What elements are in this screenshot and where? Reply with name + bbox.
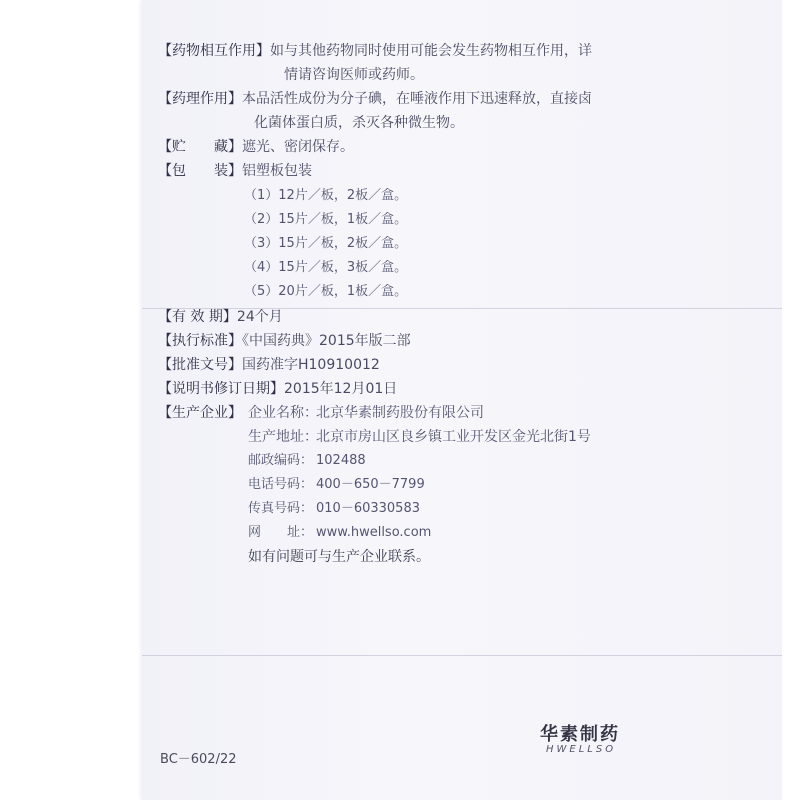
package-label: 【包 装】 <box>158 163 242 179</box>
address-row <box>248 428 591 446</box>
pharmacology-section-cont <box>254 114 464 132</box>
website-row <box>248 524 431 542</box>
package-item: （5）20片／板，1板／盒。 <box>244 284 408 299</box>
contact-note: 如有问题可与生产企业联系。 <box>248 549 430 565</box>
zip-key: 邮政编码： <box>248 453 314 468</box>
website-key: 网 址： <box>248 525 314 540</box>
print-code: BC－602/22 <box>160 752 237 767</box>
revision-value: 2015年12月01日 <box>284 381 398 397</box>
package-item: （3）15片／板，2板／盒。 <box>244 236 408 251</box>
phone-key: 电话号码： <box>248 477 314 492</box>
interaction-section <box>158 42 592 60</box>
validity-label: 【有 效 期】 <box>158 309 237 325</box>
validity-section <box>158 308 283 326</box>
manufacturer-label: 【生产企业】 <box>158 405 242 421</box>
manufacturer-section <box>158 404 242 422</box>
revision-label: 【说明书修订日期】 <box>158 381 284 397</box>
storage-value: 遮光、密闭保存。 <box>242 139 354 155</box>
standard-label: 【执行标准】 <box>158 333 242 349</box>
pharmacology-label: 【药理作用】 <box>158 91 242 107</box>
interaction-section-cont <box>284 66 424 84</box>
company-name-row <box>248 404 484 422</box>
storage-section <box>158 138 354 156</box>
package-item: （4）15片／板，3板／盒。 <box>244 260 408 275</box>
fax-value: 010－60330583 <box>316 501 420 516</box>
company-name-key: 企业名称： <box>248 405 318 421</box>
approval-label: 【批准文号】 <box>158 357 242 373</box>
standard-value: 《中国药典》2015年版二部 <box>242 333 411 349</box>
package-item: （1）12片／板，2板／盒。 <box>244 188 408 203</box>
interaction-text-1: 如与其他药物同时使用可能会发生药物相互作用，详 <box>270 43 592 59</box>
package-item: （2）15片／板，1板／盒。 <box>244 212 408 227</box>
zip-value: 102488 <box>316 453 366 468</box>
fax-key: 传真号码： <box>248 501 314 516</box>
approval-value: 国药准字H10910012 <box>242 357 380 373</box>
interaction-label: 【药物相互作用】 <box>158 43 270 59</box>
approval-section <box>158 356 380 374</box>
fold-line <box>142 655 782 656</box>
package-section <box>158 162 312 180</box>
phone-value: 400－650－7799 <box>316 477 425 492</box>
validity-value: 24个月 <box>236 309 283 325</box>
zip-row <box>248 452 366 470</box>
package-value: 铝塑板包装 <box>242 163 312 179</box>
fax-row <box>248 500 420 518</box>
address-value: 北京市房山区良乡镇工业开发区金光北街1号 <box>316 429 591 445</box>
address-key: 生产地址： <box>248 429 318 445</box>
storage-label: 【贮 藏】 <box>158 139 242 155</box>
company-name: 北京华素制药股份有限公司 <box>316 405 484 421</box>
phone-row <box>248 476 425 494</box>
interaction-text-2: 情请咨询医师或药师。 <box>284 67 424 83</box>
brand-logo-chinese: 华素制药 <box>540 724 620 745</box>
pharmacology-section <box>158 90 592 108</box>
pharmacology-text-1: 本品活性成份为分子碘，在唾液作用下迅速释放，直接卤 <box>242 91 592 107</box>
standard-section <box>158 332 411 350</box>
pharmacology-text-2: 化菌体蛋白质，杀灭各种微生物。 <box>254 115 464 131</box>
brand-logo-english: HWELLSO <box>546 744 617 755</box>
revision-section <box>158 380 397 398</box>
website-value: www.hwellso.com <box>316 525 432 540</box>
